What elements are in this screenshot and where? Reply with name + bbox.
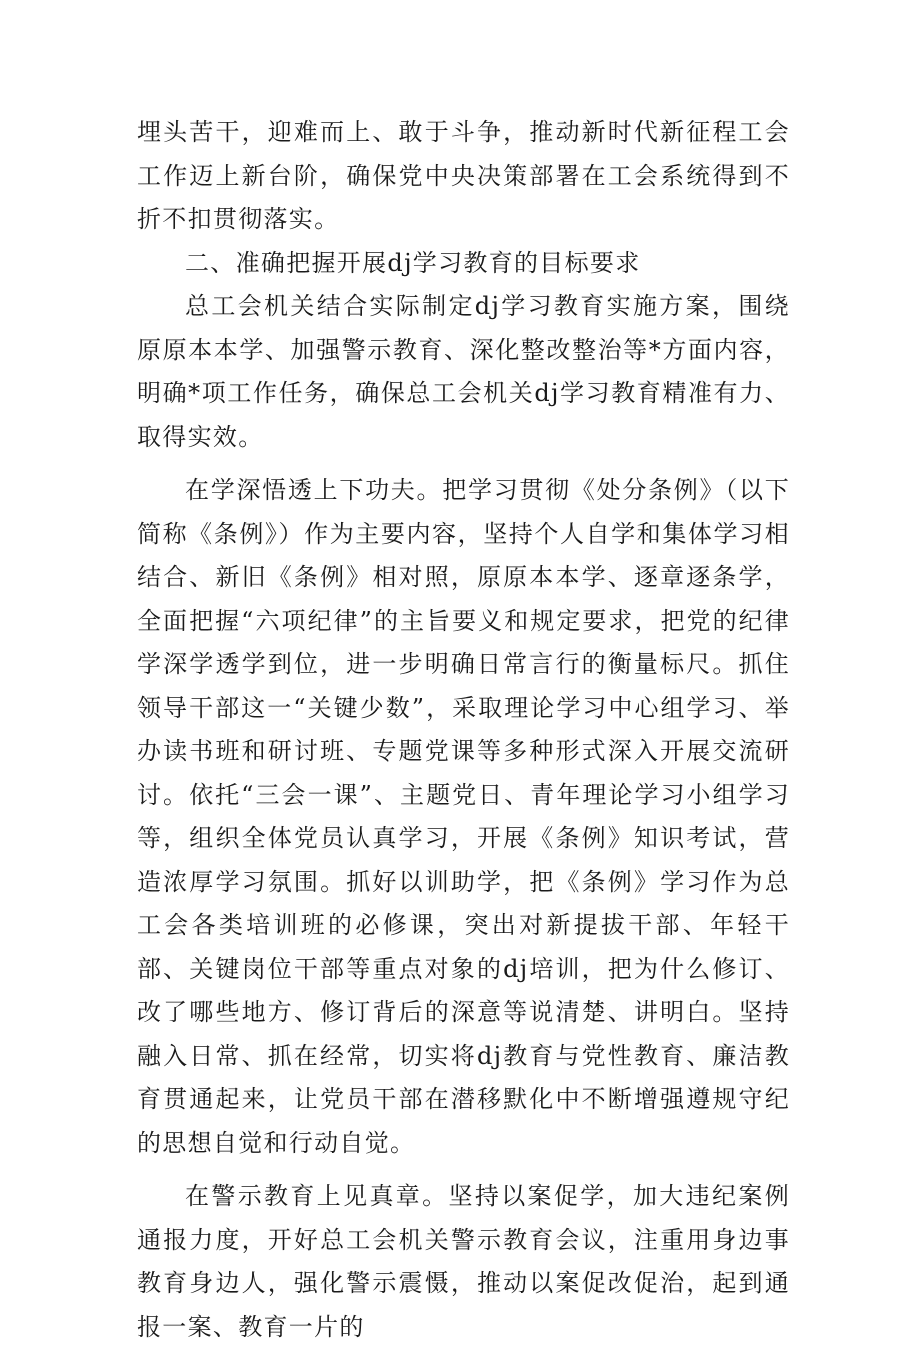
paragraph-study: 在学深悟透上下功夫。把学习贯彻《处分条例》（以下简称《条例》）作为主要内容，坚持个人自学和集体学习相结合、新旧《条例》相对照，原原本本学、逐章逐条学，全面把握“六项纪律”的主旨要义和规定要求，把党的纪律学深学透学到位，进一步明确日常言行的衡量标尺。抓住领导干部这一“关键少数”，采取理论学习中心组学习、举办读书班和研讨班、专题党课等多种形式深入开展交流研讨。依托“三会一课”、主题党日、青年理论学习小组学习等，组织全体党员认真学习，开展《条例》知识考试，营造浓厚学习氛围。抓好以训助学，把《条例》学习作为总工会各类培训班的必修课，突出对新提拔干部、年轻干部、关键岗位干部等重点对象的dj培训，把为什么修订、改了哪些地方、修订背后的深意等说清楚、讲明白。坚持融入日常、抓在经常，切实将dj教育与党性教育、廉洁教育贯通起来，让党员干部在潜移默化中不断增强遵规守纪的思想自觉和行动自觉。 (137, 476, 790, 1157)
section-heading: 二、准确把握开展dj学习教育的目标要求 (185, 248, 641, 277)
paragraph-continuation: 埋头苦干，迎难而上、敢于斗争，推动新时代新征程工会工作迈上新台阶，确保党中央决策部署在工会系统得到不折不扣贯彻落实。 (137, 118, 790, 233)
paragraph-intro: 总工会机关结合实际制定dj学习教育实施方案，围绕原原本本学、加强警示教育、深化整改整治等*方面内容，明确*项工作任务，确保总工会机关dj学习教育精准有力、取得实效。 (137, 292, 790, 451)
paragraph-warning: 在警示教育上见真章。坚持以案促学，加大违纪案例通报力度，开好总工会机关警示教育会议，注重用身边事教育身边人，强化警示震慑，推动以案促改促治，起到通报一案、教育一片的 (137, 1182, 790, 1341)
